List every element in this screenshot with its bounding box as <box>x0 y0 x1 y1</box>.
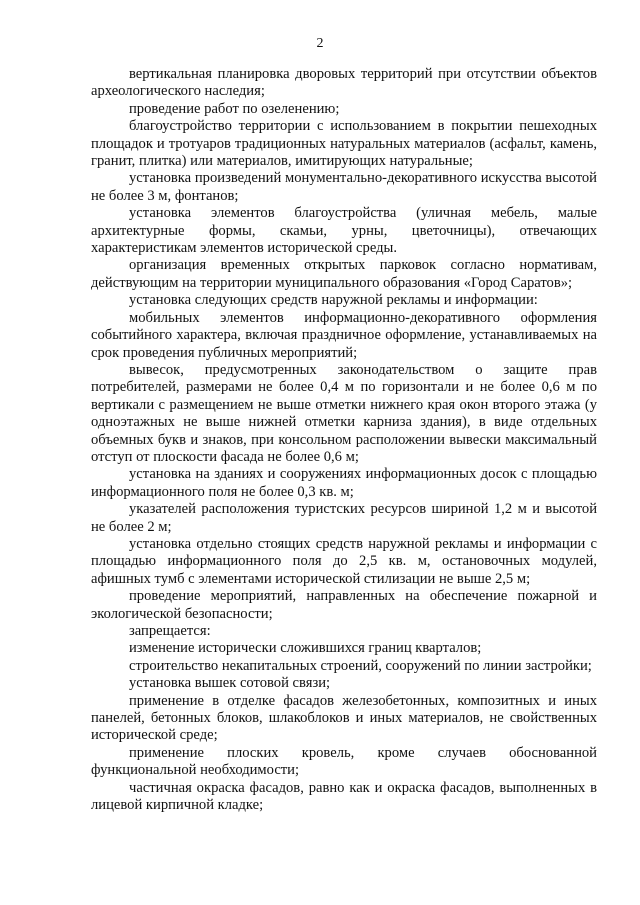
paragraph: установка произведений монументально-декоративного искусства высотой не более 3 м, фонтанов; <box>91 170 597 204</box>
paragraph: частичная окраска фасадов, равно как и окраска фасадов, выполненных в лицевой кирпичной кладке; <box>91 779 597 814</box>
paragraph: установка на зданиях и сооружениях информационных досок с площадью информационного поля не более 0,3 кв. м; <box>91 466 597 500</box>
paragraph: указателей расположения туристских ресурсов шириной 1,2 м и высотой не более 2 м; <box>91 501 597 535</box>
paragraph: вывесок, предусмотренных законодательством о защите прав потребителей, размерами не более 0,4 м по горизонтали и не более 0,6 м по вертикали с размещением не выше отметки нижнего края окон второго этажа (у одноэтажных не выше нижней отметки карниза здания), в виде отдельных объемных букв и знаков, при консольном расположении вывески максимальный отступ от плоскости фасада не более 0,6 м; <box>91 361 597 465</box>
paragraph: установка вышек сотовой связи; <box>129 675 331 692</box>
paragraph: проведение мероприятий, направленных на обеспечение пожарной и экологической безопасности; <box>91 588 597 622</box>
paragraph: благоустройство территории с использованием в покрытии пешеходных площадок и тротуаров традиционных натуральных материалов (асфальт, камень, гранит, плитка) или материалов, имитирующих натуральные; <box>91 118 597 170</box>
paragraph: изменение исторически сложившихся границ кварталов; <box>129 640 482 657</box>
page-number: 2 <box>316 36 324 51</box>
paragraph: организация временных открытых парковок согласно нормативам, действующим на территории муниципального образования «Город Саратов»; <box>91 257 597 291</box>
paragraph: установка следующих средств наружной рекламы и информации: <box>129 292 538 309</box>
paragraph: применение плоских кровель, кроме случаев обоснованной функциональной необходимости; <box>91 744 597 779</box>
document-body <box>91 66 597 814</box>
paragraph: запрещается: <box>129 623 211 639</box>
paragraph: строительство некапитальных строений, сооружений по линии застройки; <box>129 657 592 674</box>
paragraph: установка отдельно стоящих средств наружной рекламы и информации с площадью информационного поля до 2,5 кв. м, остановочных модулей, афишных тумб с элементами исторической стилизации не выше 2,5 м; <box>91 535 597 587</box>
paragraph: вертикальная планировка дворовых территорий при отсутствии объектов археологического наследия; <box>91 66 597 100</box>
paragraph: проведение работ по озеленению; <box>129 100 340 117</box>
paragraph: мобильных элементов информационно-декоративного оформления событийного характера, включая праздничное оформление, устанавливаемых на срок проведения публичных мероприятий; <box>91 309 597 361</box>
paragraph: установка элементов благоустройства (уличная мебель, малые архитектурные формы, скамьи, урны, цветочницы), отвечающих характеристикам элементов исторической среды. <box>91 205 597 257</box>
paragraph: применение в отделке фасадов железобетонных, композитных и иных панелей, бетонных блоков, шлакоблоков и иных материалов, не свойственных исторической среде; <box>91 692 597 744</box>
